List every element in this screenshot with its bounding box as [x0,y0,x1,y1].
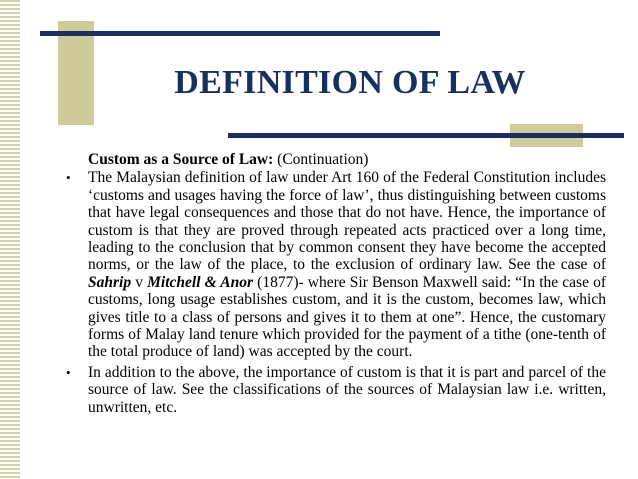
bullet-text-part: The Malaysian definition of law under Art 160 of the Federal Constitution includes ‘customs and usages having the force of law’, thus distinguishing between customs that have legal consequences and those that do not have. Hence, the importance of custom is that they are proved through repeated acts practiced over a long time, leading to the conclusion that by common consent they have become the accepted norms, or the law of the place, to the exclusion of ordinary law. See the case of [88,169,606,274]
bullet-icon: • [66,170,71,186]
bullet-list [66,169,606,416]
bullet-icon: • [66,364,71,380]
top-rule [40,31,440,36]
title-underline-rule [228,133,624,138]
subheading-note: (Continuation) [273,151,369,168]
bullet-text: In addition to the above, the importance of custom is that it is part and parcel of the source of law. See the classifications of the sources of Malaysian law i.e. written, unwritten, etc. [88,363,606,416]
case-party-2: Mitchell & Anor [147,273,254,291]
bullet-item [66,364,606,416]
bullet-text-part: (1877)- where Sir Benson Maxwell said: “In the case of customs, long usage establishes custom, and it is the custom, becomes law, which gives title to a class of persons and gives it to them at one”. Hence, the customary forms of Malay land tenure which provided for the payment of a tithe (one-tenth of the total produce of land) was accepted by the court. [88,273,607,361]
left-striped-border [0,0,20,479]
bullet-item [66,169,606,360]
case-versus: v [131,273,148,291]
slide-body [66,151,606,419]
subheading [88,151,606,168]
case-party-1: Sahrip [88,273,132,291]
decorative-block-top [58,21,94,125]
subheading-label: Custom as a Source of Law: [88,151,274,168]
slide-title: DEFINITION OF LAW [174,64,526,101]
